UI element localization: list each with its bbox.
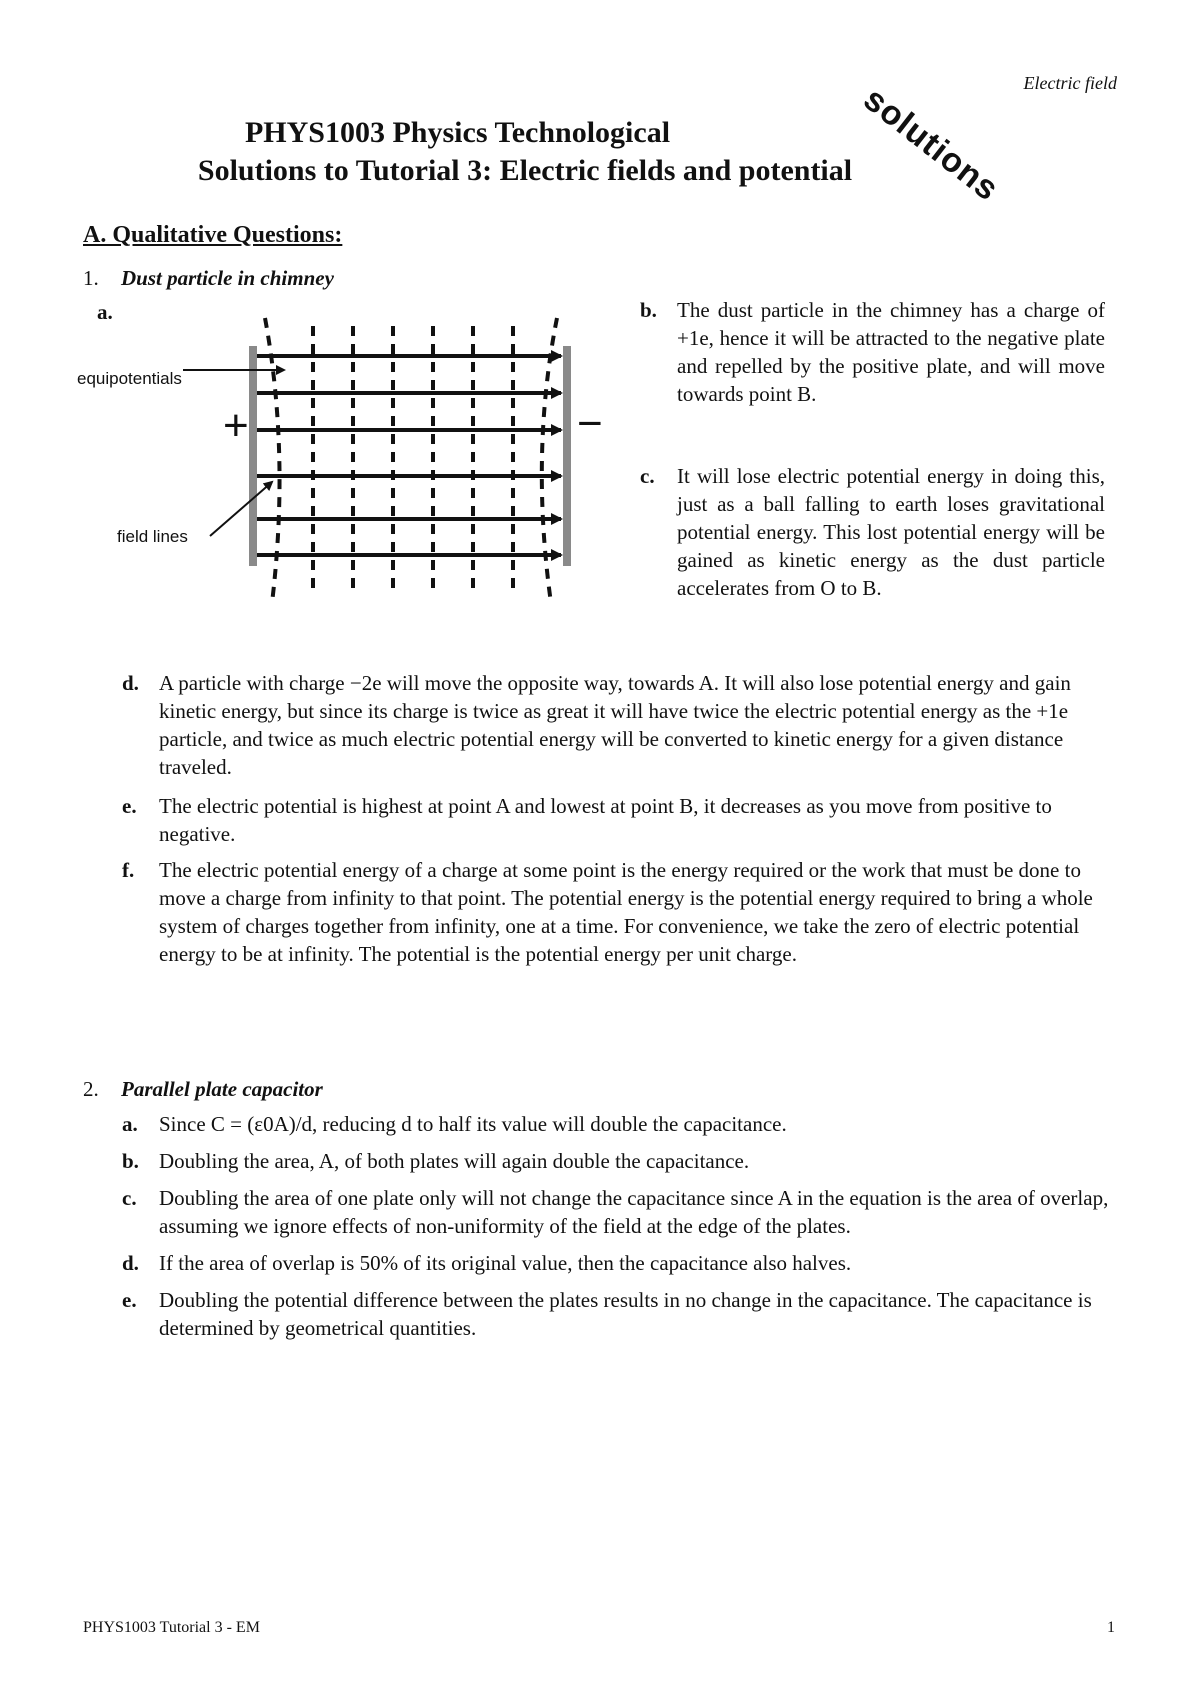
label-equipotentials: equipotentials bbox=[77, 369, 182, 388]
q2-answer-b bbox=[122, 1147, 1117, 1175]
q1-answer-e bbox=[122, 792, 1117, 848]
minus-sign: − bbox=[577, 399, 603, 448]
answer-text: Since C = (ε0A)/d, reducing d to half its value will double the capacitance. bbox=[159, 1112, 787, 1136]
q2-answer-d bbox=[122, 1249, 1117, 1277]
answer-label: a. bbox=[122, 1112, 138, 1136]
answer-text: Doubling the potential difference between the plates results in no change in the capacitance. The capacitance is determined by geometrical quantities. bbox=[159, 1288, 1092, 1340]
q2-answer-e bbox=[122, 1286, 1117, 1342]
q1-heading bbox=[83, 266, 334, 291]
q2-heading bbox=[83, 1077, 323, 1102]
page-subtitle: Solutions to Tutorial 3: Electric fields and potential bbox=[197, 154, 853, 187]
answer-label: b. bbox=[640, 298, 657, 322]
negative-plate bbox=[563, 346, 571, 566]
answer-text: A particle with charge −2e will move the opposite way, towards A. It will also lose potential energy and gain kinetic energy, but since its charge is twice as great it will have twice the electric potential energy as the +1e particle, and twice as much electric potential energy will be converted to kinetic energy for a given distance traveled. bbox=[159, 671, 1071, 779]
equipotential-lines bbox=[265, 318, 557, 603]
q2-number: 2. bbox=[83, 1077, 99, 1101]
q1-answer-f bbox=[122, 856, 1117, 968]
q1-answer-d bbox=[122, 669, 1117, 781]
answer-text: The electric potential energy of a charge at some point is the energy required or the work that must be done to move a charge from infinity to that point. The potential energy is the potential energy required to bring a whole system of charges together from infinity, one at a time. For convenience, we take the zero of electric potential energy to be at infinity. The potential is the potential energy per unit charge. bbox=[159, 858, 1093, 966]
field-lines bbox=[257, 356, 561, 555]
answer-label: e. bbox=[122, 1288, 137, 1312]
running-title: Electric field bbox=[1023, 73, 1117, 93]
equipotential-line bbox=[542, 318, 557, 603]
answer-text: It will lose electric potential energy in doing this, just as a ball falling to earth loses gravitational potential energy. This lost potential energy will be gained as kinetic energy as the dust particle accelerates from O to B. bbox=[677, 464, 1105, 600]
answer-label: c. bbox=[640, 464, 655, 488]
footer-label: PHYS1003 Tutorial 3 - EM bbox=[83, 1619, 260, 1636]
answer-text: Doubling the area, A, of both plates will again double the capacitance. bbox=[159, 1149, 750, 1173]
q1-number: 1. bbox=[83, 266, 99, 290]
answer-text: Doubling the area of one plate only will not change the capacitance since A in the equation is the area of overlap, assuming we ignore effects of non-uniformity of the field at the edge of the plates. bbox=[159, 1186, 1109, 1238]
answer-label: b. bbox=[122, 1149, 139, 1173]
answer-label: e. bbox=[122, 794, 137, 818]
page-title: PHYS1003 Physics Technological bbox=[244, 116, 671, 149]
answer-text: The dust particle in the chimney has a charge of +1e, hence it will be attracted to the negative plate and repelled by the positive plate, and will move towards point B. bbox=[677, 298, 1105, 406]
q2-title: Parallel plate capacitor bbox=[121, 1077, 323, 1101]
label-field-lines: field lines bbox=[117, 527, 188, 546]
q1-answer-b bbox=[640, 296, 1105, 408]
answer-label: d. bbox=[122, 671, 139, 695]
answer-text: If the area of overlap is 50% of its original value, then the capacitance also halves. bbox=[159, 1251, 852, 1275]
q1-title: Dust particle in chimney bbox=[121, 266, 334, 290]
q2-answer-a bbox=[122, 1110, 1117, 1138]
q1-part-a-label: a. bbox=[97, 300, 113, 324]
solutions-stamp: solutions bbox=[856, 80, 1007, 209]
positive-plate bbox=[249, 346, 257, 566]
answer-label: d. bbox=[122, 1251, 139, 1275]
q2-answer-c bbox=[122, 1184, 1117, 1240]
section-a-heading: A. Qualitative Questions: bbox=[83, 222, 343, 248]
answer-text: The electric potential is highest at point A and lowest at point B, it decreases as you move from positive to negative. bbox=[159, 794, 1052, 846]
page-number: 1 bbox=[1107, 1619, 1115, 1636]
answer-label: c. bbox=[122, 1186, 137, 1210]
field-lines-pointer bbox=[210, 482, 272, 536]
equipotential-line bbox=[265, 318, 280, 603]
plus-sign: + bbox=[223, 401, 249, 450]
answer-label: f. bbox=[122, 858, 135, 882]
field-diagram bbox=[75, 308, 603, 608]
q1-answer-c bbox=[640, 462, 1105, 602]
